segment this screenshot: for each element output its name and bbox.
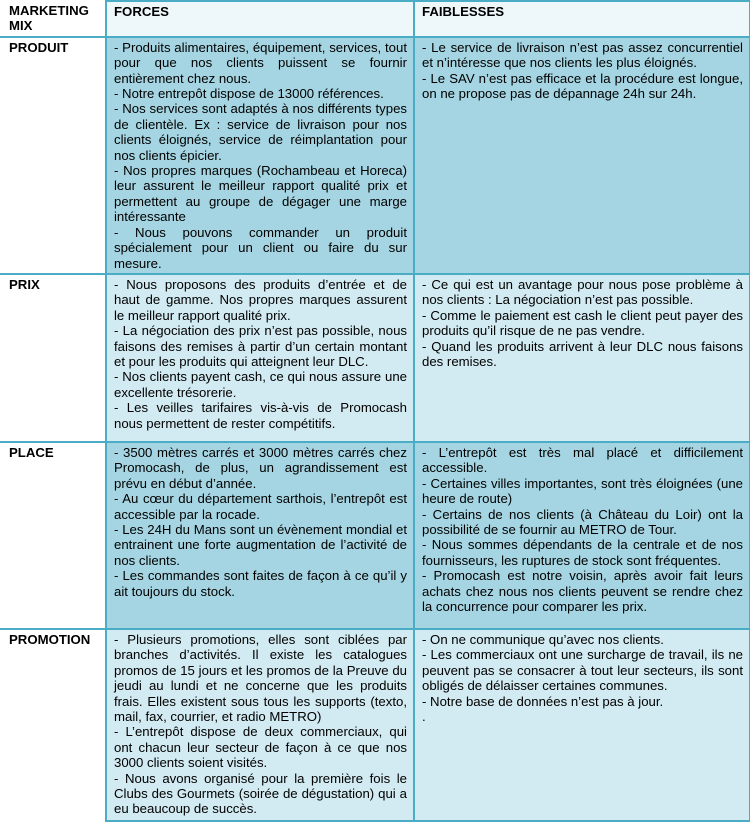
forces-item: - L’entrepôt dispose de deux commerciaux, qui ont chacun leur secteur de façon à ce que nos 3000 clients soient visités. bbox=[114, 724, 407, 771]
row-produit bbox=[0, 37, 750, 274]
faiblesses-item: - Promocash est notre voisin, après avoir fait leurs achats chez nous nos clients peuvent se rendre chez la concurrence pour comparer les prix. bbox=[422, 568, 743, 614]
forces-item: - Nos propres marques (Rochambeau et Horeca) leur assurent le meilleur rapport qualité prix et permettent au groupe de dégager une marge intéressante bbox=[114, 163, 407, 225]
header-row bbox=[0, 1, 750, 37]
forces-cell-promotion bbox=[106, 629, 414, 821]
forces-item: - 3500 mètres carrés et 3000 mètres carrés chez Promocash, de plus, un agrandissement est prévu en début d’année. bbox=[114, 444, 407, 491]
forces-item: - Nos clients payent cash, ce qui nous assure une excellente trésorerie. bbox=[114, 369, 407, 400]
forces-item: - Produits alimentaires, équipement, services, tout pour que nos clients puissent se fournir entièrement chez nous. bbox=[114, 39, 407, 86]
forces-cell-place bbox=[106, 442, 414, 629]
header-forces: FORCES bbox=[106, 1, 414, 37]
forces-item: - La négociation des prix n’est pas possible, nous faisons des remises à partir d’un certain montant et pour les produits qui atteignent leur DLC. bbox=[114, 323, 407, 369]
faiblesses-item: - Le SAV n’est pas efficace et la procédure est longue, on ne propose pas de dépannage 24h sur 24h. bbox=[422, 70, 743, 102]
faiblesses-item: - Comme le paiement est cash le client peut payer des produits qu’il risque de ne pas vendre. bbox=[422, 307, 743, 339]
forces-cell-produit bbox=[106, 37, 414, 274]
row-label-prix: PRIX bbox=[0, 274, 106, 442]
forces-item: - Nous pouvons commander un produit spécialement pour un client ou faire du sur mesure. bbox=[114, 224, 407, 271]
faiblesses-item: - Certains de nos clients (à Château du Loir) ont la possibilité de se fournir au METRO de Tour. bbox=[422, 506, 743, 537]
forces-item: - Nous avons organisé pour la première fois le Clubs des Gourmets (soirée de dégustation) qui a eu beaucoup de succès. bbox=[114, 770, 407, 817]
forces-cell-prix bbox=[106, 274, 414, 442]
row-label-produit: PRODUIT bbox=[0, 37, 106, 274]
faiblesses-item: - L’entrepôt est très mal placé et difficilement accessible. bbox=[422, 444, 743, 476]
forces-item: - Nos services sont adaptés à nos différents types de clientèle. Ex : service de livraison pour nos clients éloignés, service de réimplantation pour nos clients épicier. bbox=[114, 101, 407, 163]
faiblesses-item: . bbox=[422, 708, 426, 724]
forces-item: - Au cœur du département sarthois, l’entrepôt est accessible par la rocade. bbox=[114, 491, 407, 522]
faiblesses-item: - Certaines villes importantes, sont très éloignées (une heure de route) bbox=[422, 475, 743, 507]
faiblesses-item: - Nous sommes dépendants de la centrale et de nos fournisseurs, les ruptures de stock sont fréquentes. bbox=[422, 537, 743, 568]
forces-item: - Les commandes sont faites de façon à ce qu’il y ait toujours du stock. bbox=[114, 568, 407, 599]
forces-item: - Plusieurs promotions, elles sont ciblées par branches d’activités. Il existe les catalogues promos de 15 jours et les promos de la Preuve du jeudi au lundi et ne concerne que les produits frais. Elles existent sous tous les supports (texto, mail, fax, courrier, et radio METRO) bbox=[114, 631, 407, 724]
faiblesses-item: - Le service de livraison n’est pas assez concurrentiel et n’intéresse que nos clients les plus éloignés. bbox=[422, 39, 743, 71]
header-marketing-mix: MARKETING MIX bbox=[0, 1, 106, 37]
faiblesses-item: - Notre base de données n’est pas à jour. bbox=[422, 693, 664, 709]
forces-item: - Les veilles tarifaires vis-à-vis de Promocash nous permettent de rester compétitifs. bbox=[114, 400, 407, 431]
faiblesses-item: - Ce qui est un avantage pour nous pose problème à nos clients : La négociation n’est pas possible. bbox=[422, 276, 743, 308]
row-prix bbox=[0, 274, 750, 442]
header-faiblesses: FAIBLESSES bbox=[414, 1, 750, 37]
faiblesses-cell-promotion bbox=[414, 629, 750, 821]
faiblesses-item: - Les commerciaux ont une surcharge de travail, ils ne peuvent pas se consacrer à tout leur secteurs, ils sont obligés de délaisser certaines communes. bbox=[422, 647, 743, 694]
row-promotion bbox=[0, 629, 750, 821]
row-place bbox=[0, 442, 750, 629]
faiblesses-cell-prix bbox=[414, 274, 750, 442]
row-label-place: PLACE bbox=[0, 442, 106, 629]
forces-item: - Notre entrepôt dispose de 13000 références. bbox=[114, 86, 384, 102]
row-label-promotion: PROMOTION bbox=[0, 629, 106, 821]
faiblesses-cell-produit bbox=[414, 37, 750, 274]
forces-item: - Nous proposons des produits d’entrée et de haut de gamme. Nos propres marques assurent le meilleur rapport qualité prix. bbox=[114, 276, 407, 323]
faiblesses-item: - On ne communique qu’avec nos clients. bbox=[422, 631, 664, 647]
faiblesses-cell-place bbox=[414, 442, 750, 629]
faiblesses-item: - Quand les produits arrivent à leur DLC nous faisons des remises. bbox=[422, 338, 743, 369]
forces-item: - Les 24H du Mans sont un évènement mondial et entrainent une forte augmentation de l’activité de nos clients. bbox=[114, 521, 407, 568]
